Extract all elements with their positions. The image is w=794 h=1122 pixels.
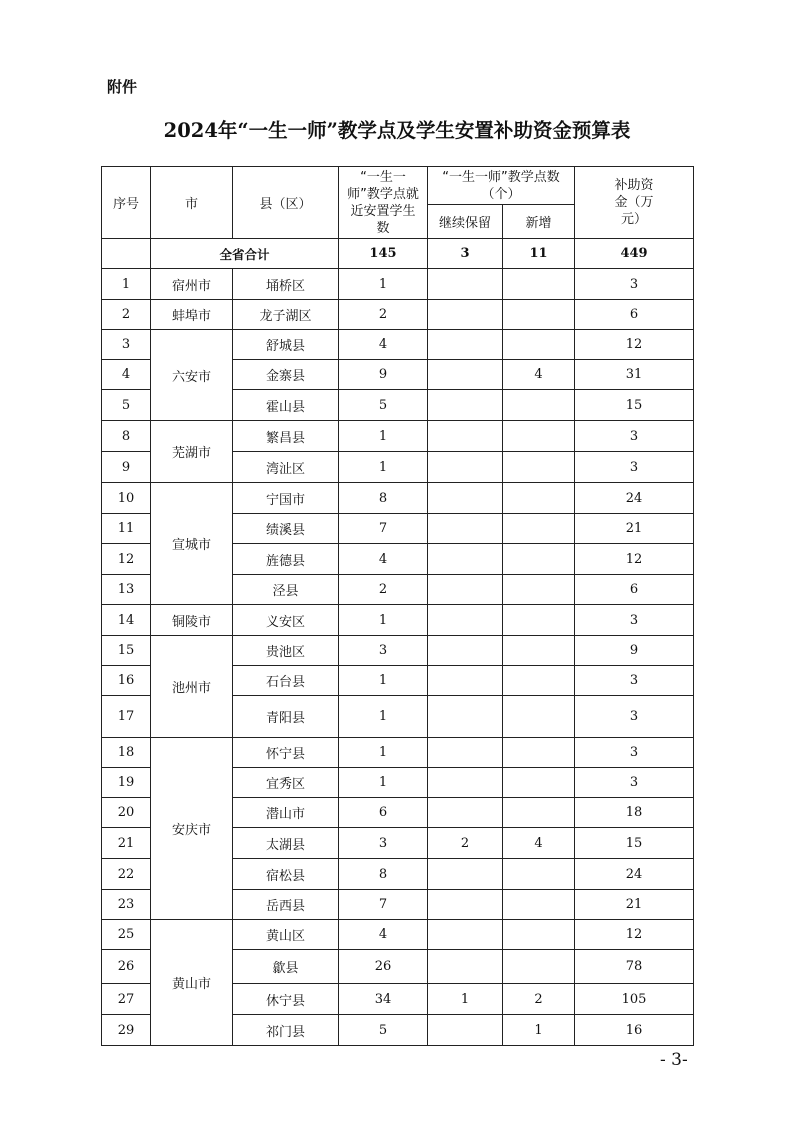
row-seq: 18	[102, 738, 151, 768]
row-seq: 5	[102, 390, 151, 421]
row-new	[503, 636, 575, 666]
row-keep	[428, 890, 503, 920]
row-funds: 18	[575, 798, 694, 828]
row-funds: 3	[575, 269, 694, 300]
table-row	[102, 636, 694, 666]
row-keep	[428, 421, 503, 452]
row-seq: 25	[102, 920, 151, 950]
table-row	[102, 920, 694, 950]
row-funds: 24	[575, 859, 694, 890]
row-county: 潜山市	[233, 798, 339, 828]
row-new: 4	[503, 828, 575, 859]
table-row	[102, 421, 694, 452]
row-county: 龙子湖区	[233, 300, 339, 330]
row-county: 宜秀区	[233, 768, 339, 798]
row-students: 1	[339, 452, 428, 483]
row-keep	[428, 575, 503, 605]
table-row	[102, 300, 694, 330]
row-county: 义安区	[233, 605, 339, 636]
row-county: 怀宁县	[233, 738, 339, 768]
row-funds: 31	[575, 360, 694, 390]
total-funds: 449	[575, 239, 694, 269]
row-funds: 9	[575, 636, 694, 666]
row-seq: 4	[102, 360, 151, 390]
row-new	[503, 605, 575, 636]
row-county: 舒城县	[233, 330, 339, 360]
table-row	[102, 483, 694, 514]
row-seq: 17	[102, 696, 151, 738]
total-seq	[102, 239, 151, 269]
row-new	[503, 920, 575, 950]
row-funds: 3	[575, 452, 694, 483]
total-new: 11	[503, 239, 575, 269]
header-seq: 序号	[102, 167, 151, 239]
row-students: 6	[339, 798, 428, 828]
row-funds: 15	[575, 828, 694, 859]
row-seq: 8	[102, 421, 151, 452]
header-keep: 继续保留	[428, 205, 503, 239]
table-row	[102, 605, 694, 636]
row-city: 铜陵市	[151, 605, 233, 636]
row-keep	[428, 666, 503, 696]
row-keep: 2	[428, 828, 503, 859]
row-funds: 3	[575, 666, 694, 696]
header-city: 市	[151, 167, 233, 239]
table-row	[102, 269, 694, 300]
row-seq: 27	[102, 984, 151, 1015]
row-students: 1	[339, 269, 428, 300]
page-title: 2024年“一生一师”教学点及学生安置补助资金预算表	[163, 119, 631, 142]
row-funds: 78	[575, 950, 694, 984]
row-county: 宁国市	[233, 483, 339, 514]
row-county: 石台县	[233, 666, 339, 696]
row-county: 岳西县	[233, 890, 339, 920]
row-keep	[428, 605, 503, 636]
row-new	[503, 798, 575, 828]
row-city: 宣城市	[151, 483, 233, 605]
row-seq: 22	[102, 859, 151, 890]
total-row	[102, 239, 694, 269]
header-points-group: “一生一师”教学点数（个）	[428, 167, 575, 205]
total-keep: 3	[428, 239, 503, 269]
header-county: 县（区）	[233, 167, 339, 239]
row-seq: 3	[102, 330, 151, 360]
row-keep	[428, 798, 503, 828]
row-seq: 20	[102, 798, 151, 828]
row-keep	[428, 514, 503, 544]
row-new	[503, 859, 575, 890]
row-city: 黄山市	[151, 920, 233, 1046]
row-seq: 21	[102, 828, 151, 859]
row-funds: 3	[575, 738, 694, 768]
total-label: 全省合计	[151, 239, 339, 269]
row-seq: 29	[102, 1015, 151, 1046]
row-new	[503, 452, 575, 483]
row-students: 1	[339, 605, 428, 636]
row-county: 贵池区	[233, 636, 339, 666]
row-seq: 13	[102, 575, 151, 605]
row-city: 芜湖市	[151, 421, 233, 483]
row-new: 4	[503, 360, 575, 390]
row-keep	[428, 300, 503, 330]
row-seq: 26	[102, 950, 151, 984]
row-new	[503, 330, 575, 360]
row-keep	[428, 452, 503, 483]
row-seq: 23	[102, 890, 151, 920]
row-students: 7	[339, 514, 428, 544]
row-county: 青阳县	[233, 696, 339, 738]
row-students: 3	[339, 828, 428, 859]
row-funds: 3	[575, 696, 694, 738]
row-county: 宿松县	[233, 859, 339, 890]
row-students: 1	[339, 738, 428, 768]
row-funds: 6	[575, 575, 694, 605]
row-students: 2	[339, 300, 428, 330]
row-county: 湾沚区	[233, 452, 339, 483]
row-county: 金寨县	[233, 360, 339, 390]
row-funds: 21	[575, 514, 694, 544]
row-funds: 3	[575, 421, 694, 452]
row-keep: 1	[428, 984, 503, 1015]
row-county: 祁门县	[233, 1015, 339, 1046]
row-new	[503, 768, 575, 798]
row-new	[503, 269, 575, 300]
row-keep	[428, 330, 503, 360]
row-students: 5	[339, 390, 428, 421]
row-seq: 2	[102, 300, 151, 330]
row-new	[503, 696, 575, 738]
row-keep	[428, 696, 503, 738]
row-students: 34	[339, 984, 428, 1015]
row-students: 8	[339, 483, 428, 514]
row-students: 2	[339, 575, 428, 605]
row-seq: 11	[102, 514, 151, 544]
row-new	[503, 544, 575, 575]
page-number: - 3-	[660, 1050, 688, 1070]
row-city: 池州市	[151, 636, 233, 738]
row-county: 繁昌县	[233, 421, 339, 452]
row-seq: 1	[102, 269, 151, 300]
row-students: 4	[339, 920, 428, 950]
row-students: 4	[339, 544, 428, 575]
row-funds: 12	[575, 330, 694, 360]
row-county: 太湖县	[233, 828, 339, 859]
row-keep	[428, 738, 503, 768]
row-county: 歙县	[233, 950, 339, 984]
row-new: 2	[503, 984, 575, 1015]
row-funds: 12	[575, 544, 694, 575]
row-county: 黄山区	[233, 920, 339, 950]
row-new	[503, 575, 575, 605]
row-county: 旌德县	[233, 544, 339, 575]
row-funds: 3	[575, 605, 694, 636]
row-city: 安庆市	[151, 738, 233, 920]
row-new: 1	[503, 1015, 575, 1046]
table-row	[102, 738, 694, 768]
row-students: 1	[339, 768, 428, 798]
row-students: 7	[339, 890, 428, 920]
row-seq: 16	[102, 666, 151, 696]
row-seq: 9	[102, 452, 151, 483]
row-students: 5	[339, 1015, 428, 1046]
header-new: 新增	[503, 205, 575, 239]
row-county: 泾县	[233, 575, 339, 605]
row-city: 蚌埠市	[151, 300, 233, 330]
row-new	[503, 421, 575, 452]
header-funds: 补助资金（万元）	[575, 167, 694, 239]
row-students: 26	[339, 950, 428, 984]
header-students: “一生一师”教学点就近安置学生数	[339, 167, 428, 239]
row-keep	[428, 483, 503, 514]
budget-table	[101, 166, 694, 1046]
row-keep	[428, 1015, 503, 1046]
row-students: 1	[339, 666, 428, 696]
row-keep	[428, 360, 503, 390]
row-funds: 24	[575, 483, 694, 514]
row-keep	[428, 768, 503, 798]
row-county: 埇桥区	[233, 269, 339, 300]
row-funds: 12	[575, 920, 694, 950]
attachment-label: 附件	[107, 78, 138, 96]
row-seq: 14	[102, 605, 151, 636]
row-new	[503, 483, 575, 514]
row-county: 休宁县	[233, 984, 339, 1015]
row-keep	[428, 950, 503, 984]
row-new	[503, 390, 575, 421]
row-keep	[428, 544, 503, 575]
row-funds: 15	[575, 390, 694, 421]
row-students: 3	[339, 636, 428, 666]
row-county: 绩溪县	[233, 514, 339, 544]
row-funds: 3	[575, 768, 694, 798]
row-city: 宿州市	[151, 269, 233, 300]
row-new	[503, 514, 575, 544]
row-keep	[428, 859, 503, 890]
row-new	[503, 950, 575, 984]
row-funds: 6	[575, 300, 694, 330]
row-keep	[428, 636, 503, 666]
row-seq: 19	[102, 768, 151, 798]
row-students: 1	[339, 421, 428, 452]
row-city: 六安市	[151, 330, 233, 421]
row-seq: 10	[102, 483, 151, 514]
row-new	[503, 890, 575, 920]
row-keep	[428, 920, 503, 950]
row-county: 霍山县	[233, 390, 339, 421]
row-new	[503, 666, 575, 696]
row-funds: 16	[575, 1015, 694, 1046]
row-keep	[428, 269, 503, 300]
row-seq: 15	[102, 636, 151, 666]
row-seq: 12	[102, 544, 151, 575]
row-new	[503, 300, 575, 330]
row-students: 9	[339, 360, 428, 390]
row-funds: 105	[575, 984, 694, 1015]
row-students: 1	[339, 696, 428, 738]
total-students: 145	[339, 239, 428, 269]
row-keep	[428, 390, 503, 421]
row-students: 4	[339, 330, 428, 360]
row-funds: 21	[575, 890, 694, 920]
table-row	[102, 330, 694, 360]
row-new	[503, 738, 575, 768]
row-students: 8	[339, 859, 428, 890]
